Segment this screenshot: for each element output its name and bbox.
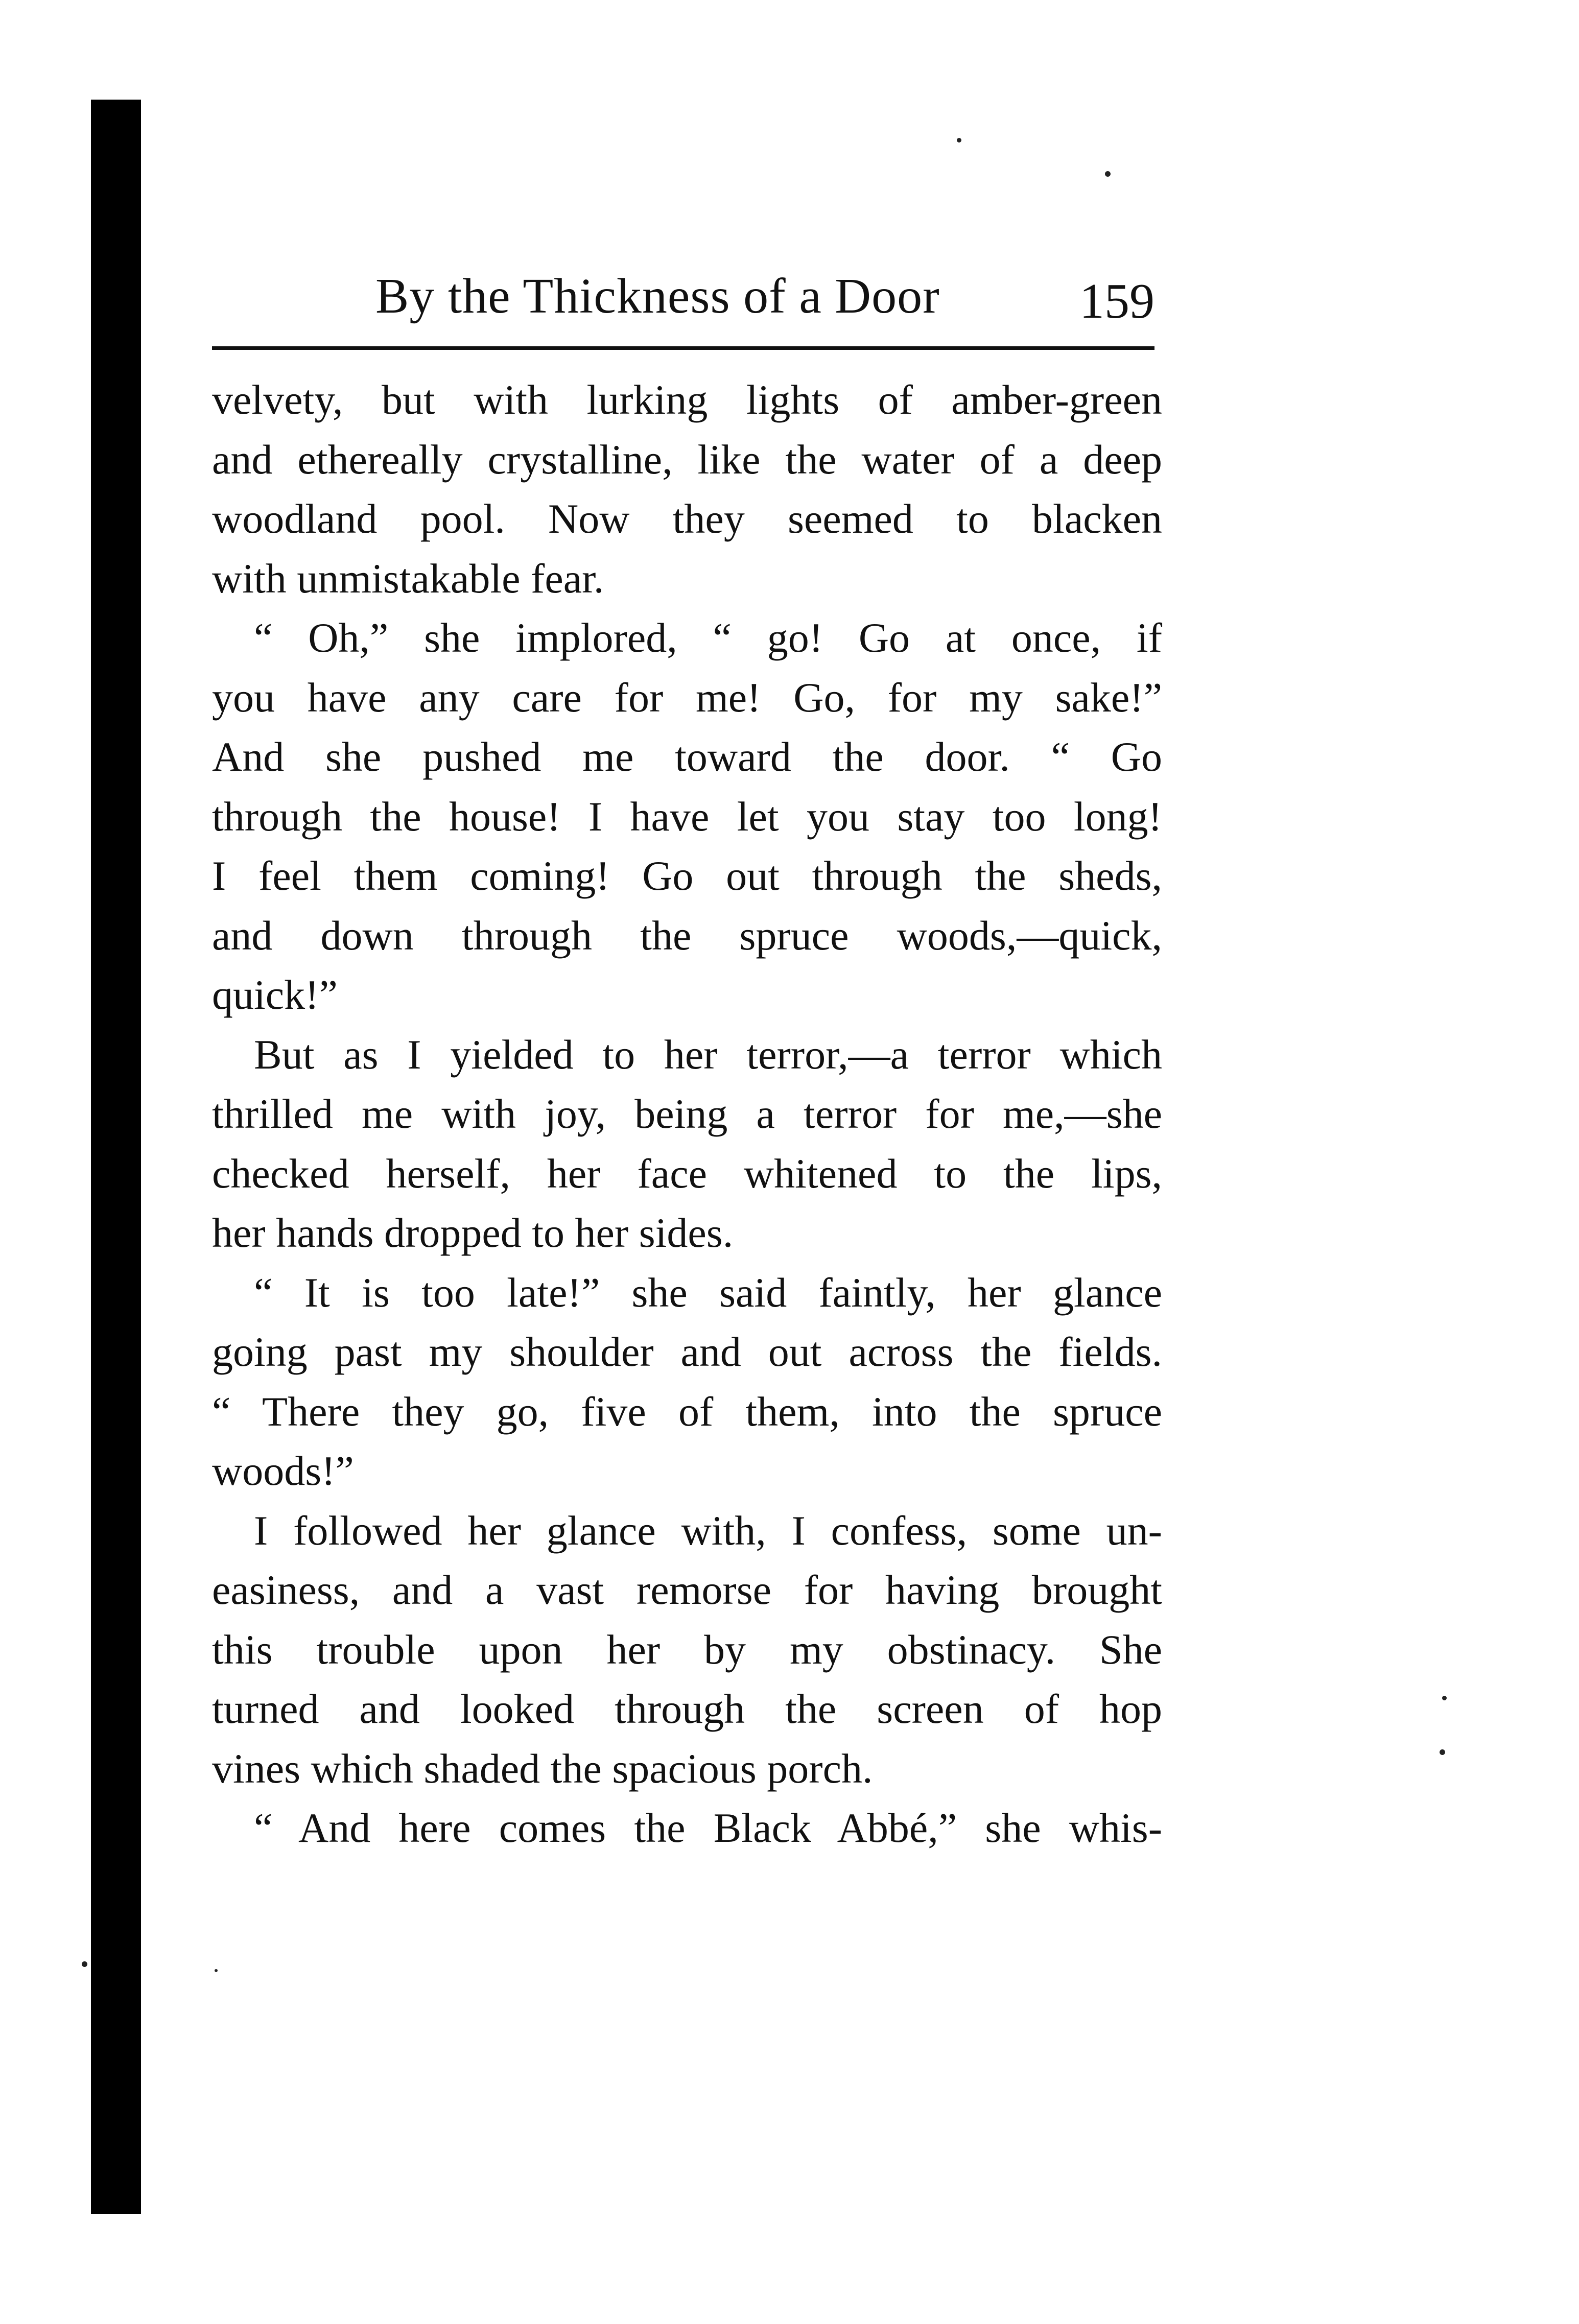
text-line: and down through the spruce woods,—quick, [212,912,1162,959]
text-line: with unmistakable fear. [212,555,604,602]
text-line: checked herself, her face whitened to the lips, [212,1150,1162,1197]
header-rule [212,346,1154,350]
dust-speck [1105,171,1111,177]
text-line: “ It is too late!” she said faintly, her glance [254,1269,1162,1316]
dust-speck [1442,1696,1447,1700]
text-line: “ And here comes the Black Abbé,” she whis- [254,1805,1162,1851]
text-line: woodland pool. Now they seemed to blacken [212,495,1162,542]
dust-speck [957,138,961,143]
text-line: you have any care for me! Go, for my sake!” [212,674,1162,721]
running-title: By the Thickness of a Door [375,269,940,324]
text-line: quick!” [212,971,338,1018]
text-line: I followed her glance with, I confess, some un- [254,1507,1162,1554]
book-page [212,255,1162,1851]
text-line: But as I yielded to her terror,—a terror which [254,1031,1162,1078]
text-line: I feel them coming! Go out through the sheds, [212,852,1162,899]
running-head [212,255,1162,342]
text-line: through the house! I have let you stay too long! [212,793,1162,840]
page-binding-shadow [91,100,141,2214]
text-line: “ There they go, five of them, into the spruce [212,1388,1162,1435]
body-text [212,370,1162,1858]
text-line: vines which shaded the spacious porch. [212,1745,873,1792]
text-line: thrilled me with joy, being a terror for me,—she [212,1090,1162,1137]
text-line: and ethereally crystalline, like the water of a deep [212,436,1162,483]
text-line: going past my shoulder and out across the fields. [212,1329,1162,1375]
dust-speck [1440,1749,1445,1755]
page-number: 159 [1079,274,1154,329]
text-line: velvety, but with lurking lights of amber-green [212,376,1162,423]
dust-speck [82,1961,87,1967]
text-line: And she pushed me toward the door. “ Go [212,733,1162,780]
text-line: easiness, and a vast remorse for having brought [212,1567,1162,1613]
text-line: turned and looked through the screen of hop [212,1686,1162,1732]
text-line: her hands dropped to her sides. [212,1210,734,1256]
dust-speck [215,1969,218,1972]
text-line: woods!” [212,1448,354,1494]
text-line: “ Oh,” she implored, “ go! Go at once, if [254,614,1162,661]
text-line: this trouble upon her by my obstinacy. She [212,1626,1162,1673]
